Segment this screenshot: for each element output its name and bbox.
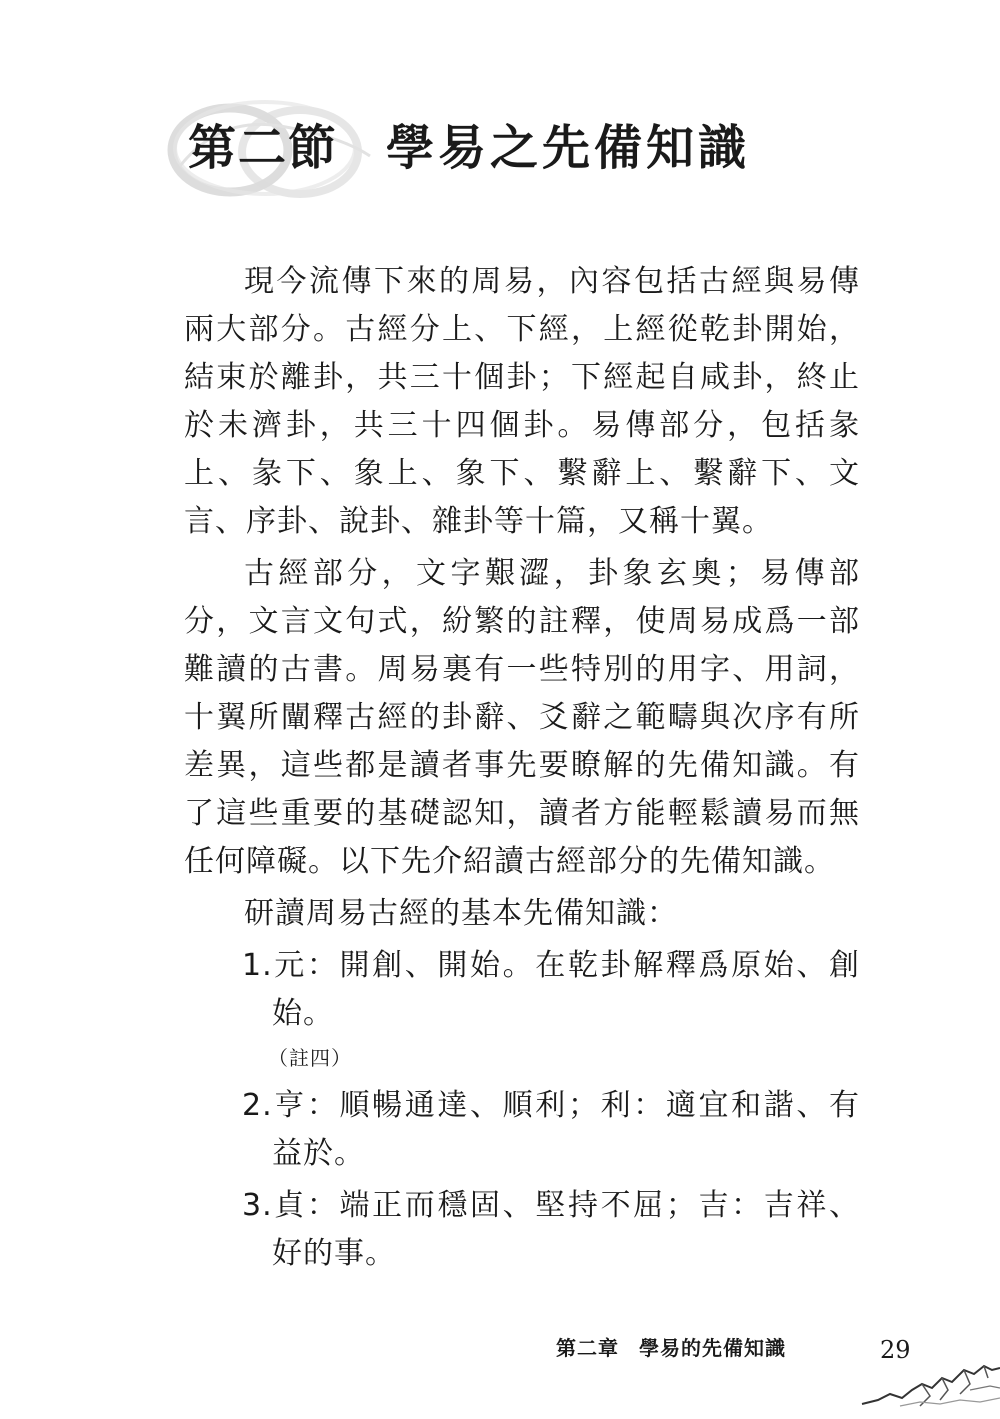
section-heading: [160, 96, 780, 206]
footer-chapter-number: 第二章: [556, 1336, 619, 1360]
body-text: [184, 258, 860, 1282]
paragraph: 現今流傳下來的周易，內容包括古經與易傳兩大部分。古經分上、下經，上經從乾卦開始，結束於離卦，共三十個卦；下經起自咸卦，終止於未濟卦，共三十四個卦。易傳部分，包括彖上、彖下、象上、象下、繫辭上、繫辭下、文言、序卦、說卦、雜卦等十篇，又稱十翼。: [184, 264, 860, 539]
mountain-ink-icon: [860, 1360, 1000, 1419]
list-item-text: 3.貞：端正而穩固、堅持不屈；吉：吉祥、好的事。: [242, 1188, 860, 1271]
running-footer: [556, 1334, 786, 1362]
list-item: [184, 1182, 860, 1278]
page-number: 29: [880, 1336, 911, 1364]
footer-chapter-title: 學易的先備知識: [639, 1336, 786, 1360]
list-intro: 研讀周易古經的基本先備知識：: [244, 896, 678, 931]
list-item: [184, 1082, 860, 1178]
section-title: 學易之先備知識: [386, 120, 751, 176]
list-item: [184, 942, 860, 1078]
knowledge-list: [184, 942, 860, 1278]
footnote-reference: （註四）: [268, 1046, 352, 1070]
section-number: 第二節: [188, 120, 339, 176]
list-item-text: 2.亨：順暢通達、順利；利：適宜和諧、有益於。: [242, 1088, 860, 1171]
list-item-text: 1.元：開創、開始。在乾卦解釋爲原始、創始。: [242, 948, 860, 1031]
paragraph: 古經部分，文字艱澀，卦象玄奧；易傳部分，文言文句式，紛繁的註釋，使周易成爲一部難讀的古書。周易裏有一些特別的用字、用詞，十翼所闡釋古經的卦辭、爻辭之範疇與次序有所差異，這些都是讀者事先要瞭解的先備知識。有了這些重要的基礎認知，讀者方能輕鬆讀易而無任何障礙。以下先介紹讀古經部分的先備知識。: [184, 556, 860, 879]
